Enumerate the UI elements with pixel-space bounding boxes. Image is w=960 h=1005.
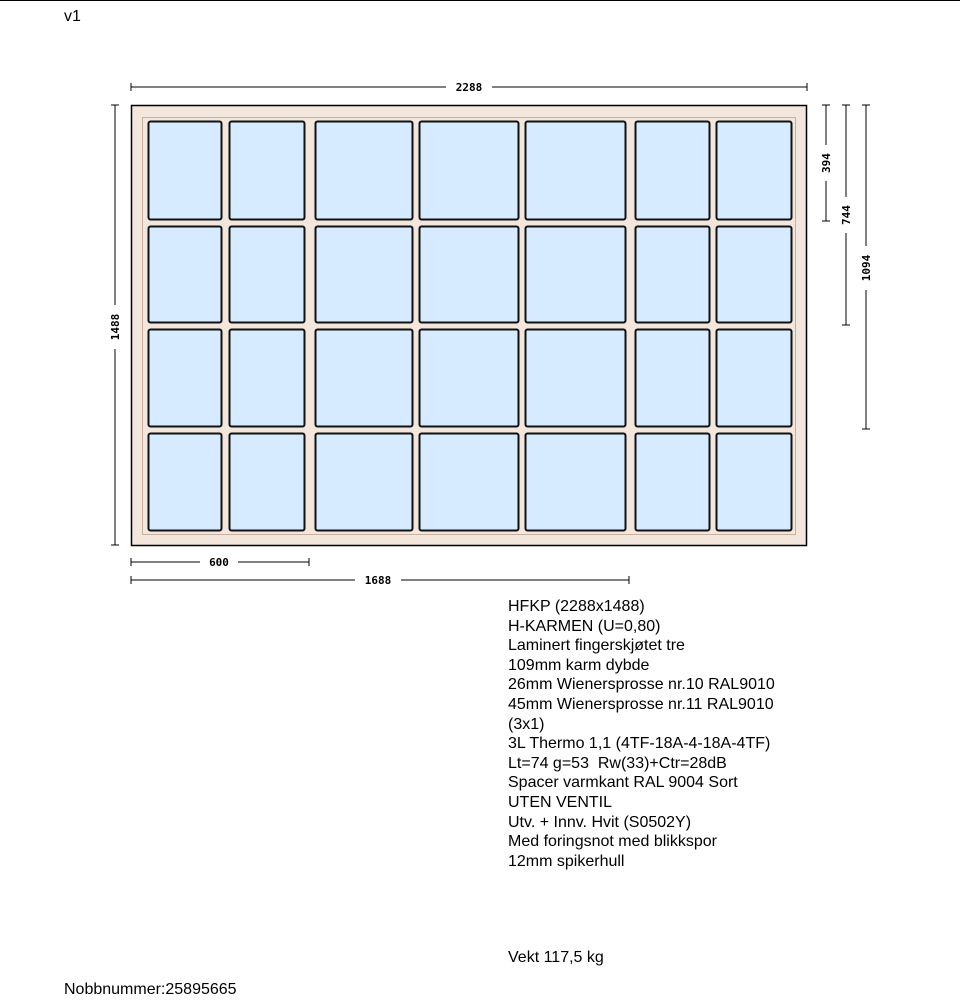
dimension-label: 744 [840,205,853,225]
glass-pane [230,330,305,427]
dimension-label: 1688 [364,574,392,587]
dimension-label: 600 [209,556,229,569]
glass-pane [636,434,710,531]
glass-pane [717,122,792,220]
spec-line: 45mm Wienersprosse nr.11 RAL9010 [508,695,774,713]
spec-line: 12mm spikerhull [508,852,625,870]
glass-pane [316,227,413,323]
glass-pane [717,227,792,323]
spec-line: Lt=74 g=53 Rw(33)+Ctr=28dB [508,754,727,772]
version-label: v1 [64,8,81,25]
spec-line: Med foringsnot med blikkspor [508,833,717,851]
glass-pane [316,330,413,427]
dimension-label: 1094 [860,254,873,282]
glass-pane [149,227,222,323]
spec-line: Spacer varmkant RAL 9004 Sort [508,774,738,792]
glass-pane [526,434,626,531]
glass-pane [526,227,626,323]
glass-pane [230,227,305,323]
glass-pane [230,434,305,531]
glass-pane [636,330,710,427]
glass-pane [717,434,792,531]
spec-line: UTEN VENTIL [508,793,613,811]
spec-line: 109mm karm dybde [508,656,650,674]
spec-line: 26mm Wienersprosse nr.10 RAL9010 [508,676,775,694]
glass-pane [316,122,413,220]
glass-pane [717,330,792,427]
glass-pane [420,227,519,323]
spec-line: 3L Thermo 1,1 (4TF-18A-4-18A-4TF) [508,735,771,753]
weight-label: Vekt 117,5 kg [508,949,604,966]
glass-pane [420,122,519,220]
spec-line: (3x1) [508,715,545,733]
glass-pane [636,227,710,323]
spec-list [508,597,775,871]
dimension-label: 1488 [109,313,122,341]
glass-pane [316,434,413,531]
glass-pane [636,122,710,220]
spec-line: HFKP (2288x1488) [508,598,645,615]
glass-pane [149,330,222,427]
glass-pane [149,434,222,531]
glass-pane [420,330,519,427]
glass-pane [420,434,519,531]
glass-pane [526,330,626,427]
spec-line: Laminert fingerskjøtet tre [508,637,685,655]
nobb-number: Nobbnummer:25895665 [64,981,237,998]
dimension-label: 394 [820,153,833,173]
spec-line: Utv. + Innv. Hvit (S0502Y) [508,813,692,831]
glass-pane [149,122,222,220]
spec-line: H-KARMEN (U=0,80) [508,617,661,635]
glass-pane [526,122,626,220]
glass-pane [230,122,305,220]
dimension-label: 2288 [455,81,483,94]
